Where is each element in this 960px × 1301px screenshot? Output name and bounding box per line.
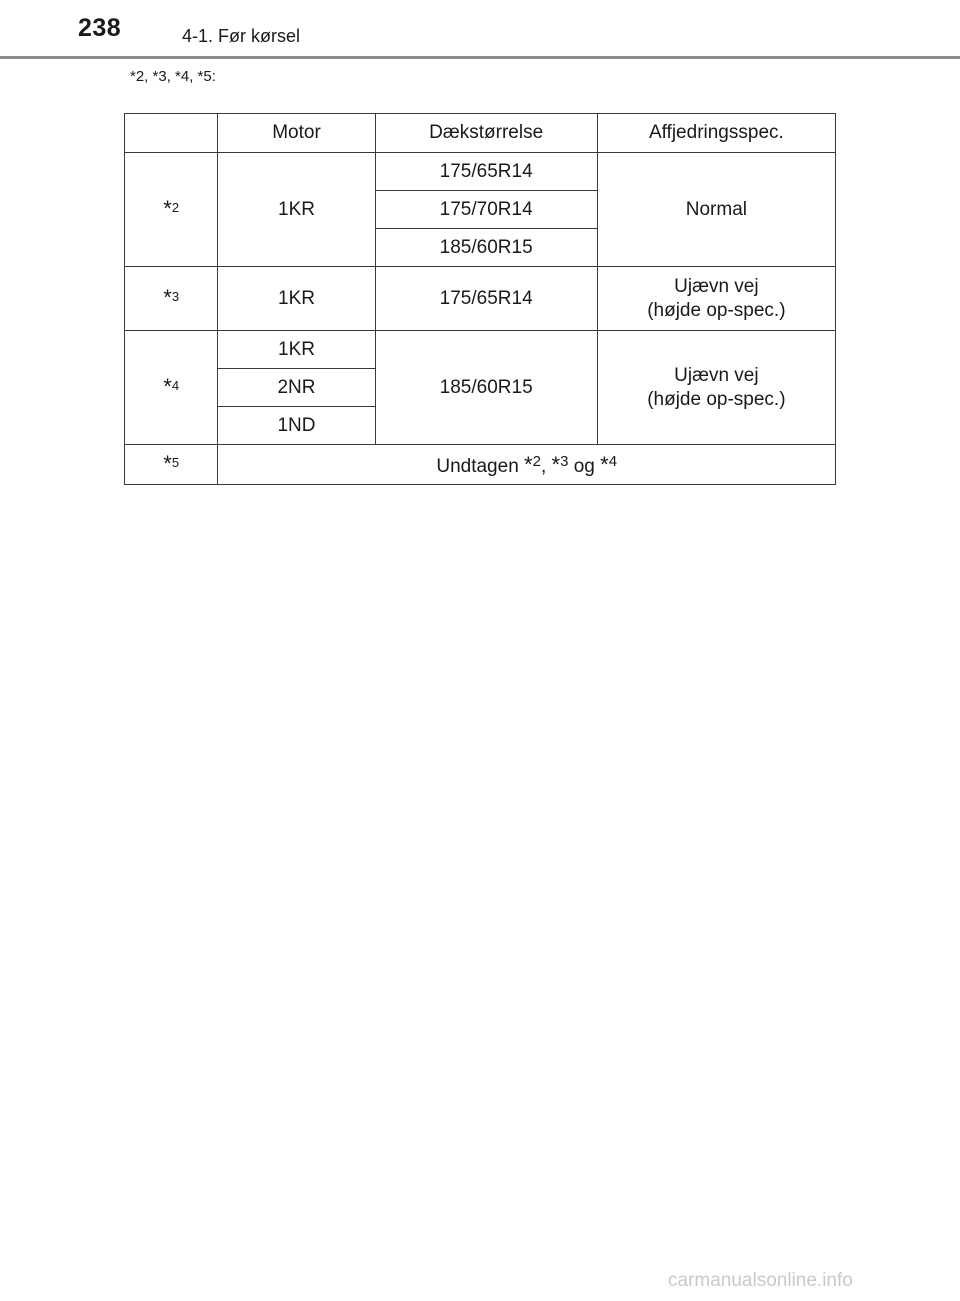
marker-cell: *$^2$	[125, 153, 218, 267]
header-motor: Motor	[218, 114, 375, 153]
header-tire-size: Dækstørrelse	[375, 114, 597, 153]
table-row	[125, 267, 836, 331]
motor-cell: 1ND	[218, 407, 375, 445]
motor-cell: 2NR	[218, 369, 375, 407]
marker-cell: *$^4$	[125, 331, 218, 445]
suspension-cell: Ujævn vej (højde op-spec.)	[597, 331, 835, 445]
tire-cell: 185/60R15	[375, 331, 597, 445]
motor-cell: 1KR	[218, 267, 375, 331]
motor-cell: 1KR	[218, 331, 375, 369]
table-row	[125, 445, 836, 485]
tire-cell: 175/70R14	[375, 191, 597, 229]
tire-cell: 185/60R15	[375, 229, 597, 267]
suspension-cell: Normal	[597, 153, 835, 267]
motor-cell: 1KR	[218, 153, 375, 267]
watermark: carmanualsonline.info	[668, 1270, 853, 1291]
tire-cell: 175/65R14	[375, 267, 597, 331]
header-blank-cell	[125, 114, 218, 153]
marker-cell: *$^3$	[125, 267, 218, 331]
suspension-cell: Ujævn vej (højde op-spec.)	[597, 267, 835, 331]
section-title: 4-1. Før kørsel	[182, 26, 301, 46]
header-suspension: Affjedringsspec.	[597, 114, 835, 153]
spec-table	[124, 113, 836, 485]
header-divider	[0, 56, 960, 59]
table-row	[125, 153, 836, 191]
intro-footnote-refs: *2, *3, *4, *5:	[130, 68, 216, 85]
exception-cell: Undtagen *$^2$, *$^3$ og *$^4$	[218, 445, 836, 485]
page-number: 238	[78, 14, 122, 42]
marker-cell: *$^5$	[125, 445, 218, 485]
table-row	[125, 331, 836, 369]
table-header-row	[125, 114, 836, 153]
tire-cell: 175/65R14	[375, 153, 597, 191]
